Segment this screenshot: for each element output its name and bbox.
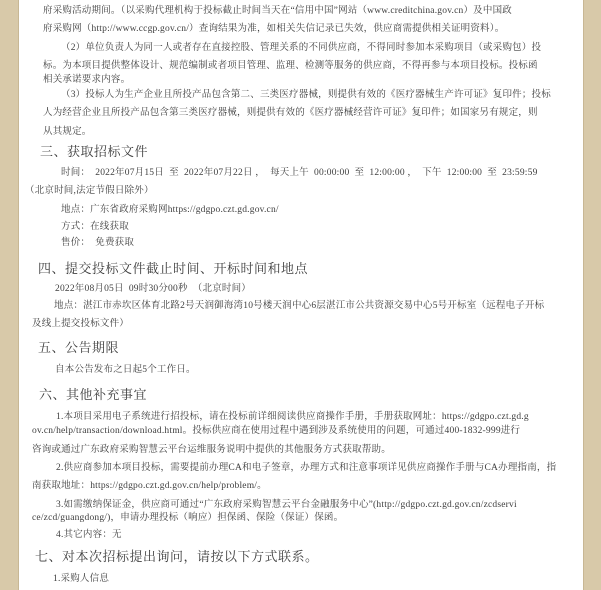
document-line: 4.其它内容：无 [56, 530, 122, 540]
document-line: 售价： 免费获取 [61, 238, 135, 248]
document-line: 人为经营企业且所投产品包含第三类医疗器械，则提供有效的《医疗器械经营许可证》复印件；如国家另有规定，则 [43, 108, 538, 118]
document-line: 府采购网（http://www.ccgp.gov.cn/）查询结果为准，如相关失信记录已失效，供应商需提供相关证明资料）。 [43, 24, 505, 34]
document-page [19, 0, 583, 590]
document-line: 自本公告发布之日起5个工作日。 [55, 365, 196, 375]
document-line: 相关承诺要求内容。 [43, 75, 131, 85]
document-line: 南获取地址：https://gdgpo.czt.gd.gov.cn/help/problem/。 [32, 481, 267, 491]
document-line: ov.cn/help/transaction/download.html。投标供应商在使用过程中遇到涉及系统使用的问题，可通过400-1832-999进行 [32, 426, 521, 436]
document-line: 方式：在线获取 [61, 222, 129, 232]
section-heading: 四、提交投标文件截止时间、开标时间和地点 [38, 261, 309, 276]
document-line: 2022年08月05日 09时30分00秒 （北京时间） [55, 284, 252, 294]
page-margin-right [583, 0, 601, 590]
document-line: 咨询或通过广东政府采购智慧云平台运维服务说明中提供的其他服务方式获取帮助。 [32, 445, 391, 455]
document-line: ce/zcd/guangdong/)，申请办理投标（响应）担保函、保险（保证）保函。 [32, 513, 344, 523]
document-line: 府采购活动期间。（以采购代理机构于投标截止时间当天在“信用中国”网站（www.creditchina.gov.cn）及中国政 [43, 6, 512, 16]
document-line: （2）单位负责人为同一人或者存在直接控股、管理关系的不同供应商，不得同时参加本采购项目（或采购包）投 [61, 43, 542, 53]
document-line: 2.供应商参加本项目投标，需要提前办理CA和电子签章，办理方式和注意事项详见供应商操作手册与CA办理指南，指 [56, 463, 557, 473]
document-line: 及线上提交投标文件） [32, 319, 130, 329]
section-heading: 五、公告期限 [38, 340, 120, 355]
document-line: 标。为本项目提供整体设计、规范编制或者项目管理、监理、检测等服务的供应商，不得再参与本项目投标。投标函 [43, 61, 538, 71]
document-line: （北京时间,法定节假日除外） [25, 186, 154, 196]
document-line: 地点：湛江市赤坎区体育北路2号天润御海湾10号楼天润中心6层湛江市公共资源交易中心5号开标室（远程电子开标 [54, 301, 545, 311]
document-content [19, 0, 583, 590]
section-heading: 三、获取招标文件 [40, 144, 149, 159]
document-line: 3.如需缴纳保证金，供应商可通过“广东政府采购智慧云平台金融服务中心”(http://gdgpo.czt.gd.gov.cn/zcdservi [56, 500, 517, 510]
section-heading: 六、其他补充事宜 [39, 387, 148, 402]
page-margin-left [0, 0, 19, 590]
document-line: 1.采购人信息 [53, 574, 110, 584]
document-line: 1.本项目采用电子系统进行招投标，请在投标前详细阅读供应商操作手册，手册获取网址：https://gdgpo.czt.gd.g [56, 412, 529, 422]
document-line: 从其规定。 [43, 127, 92, 137]
document-line: （3）投标人为生产企业且所投产品包含第二、三类医疗器械，则提供有效的《医疗器械生产许可证》复印件；投标 [61, 90, 551, 100]
document-line: 地点：广东省政府采购网https://gdgpo.czt.gd.gov.cn/ [61, 205, 279, 215]
document-line: 时间： 2022年07月15日 至 2022年07月22日 ， 每天上午 00:00:00 至 12:00:00 ， 下午 12:00:00 至 23:59:59 [61, 168, 538, 178]
section-heading: 七、对本次招标提出询问，请按以下方式联系。 [35, 549, 319, 564]
